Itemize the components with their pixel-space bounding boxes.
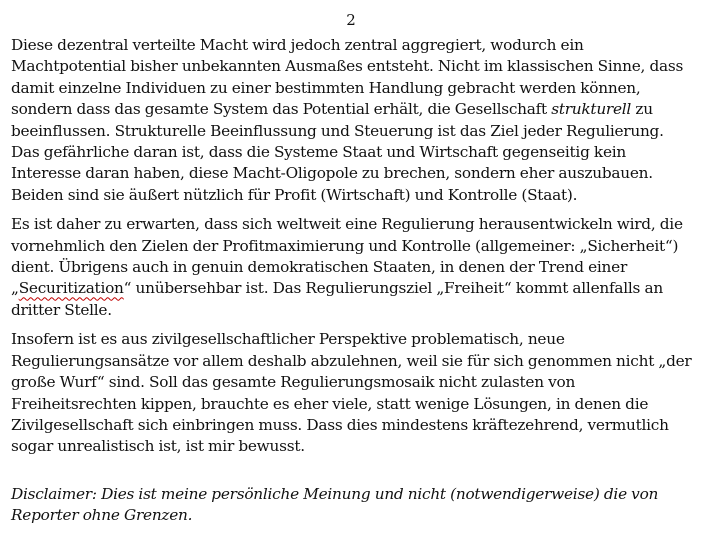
document-page: [11, 0, 695, 544]
disclaimer: Disclaimer: Dies ist meine persönliche Meinung und nicht (notwendigerweise) die von Reporter ohne Grenzen.: [11, 485, 659, 525]
paragraph-3: Insofern ist es aus zivilgesellschaftlicher Perspektive problematisch, neue Regulierungsansätze vor allem deshalb abzulehnen, weil sie für sich genommen nicht „der große Wurf“ sind. Soll das gesamte Regulierungsmosaik nicht zulasten von Freiheitsrechten kippen, brauchte es eher viele, statt wenige Lösungen, in denen die Zivilgesellschaft sich einbringen muss. Dass dies mindestens kräftezehrend, vermutlich sogar unrealistisch ist, ist mir bewusst.: [11, 330, 692, 456]
paragraph-1-text-b: zu beeinflussen. Strukturelle Beeinflussung und Steuerung ist das Ziel jeder Regulierung. Das gefährliche daran ist, dass die Systeme Staat und Wirtschaft gegenseitig kein Interesse daran haben, diese Macht-Oligopole zu brechen, sondern eher auszubauen. Beiden sind sie äußert nützlich für Profit (Wirtschaft) und Kontrolle (Staat).: [11, 100, 664, 204]
document-body: [11, 35, 695, 466]
paragraph-1-text-a: Diese dezentral verteilte Macht wird jedoch zentral aggregiert, wodurch ein Machtpotential bisher unbekannten Ausmaßes entsteht. Nicht im klassischen Sinne, dass damit einzelne Individuen zu einer bestimmten Handlung gebracht werden können, sondern dass das gesamte System das Potential erhält, die Gesellschaft: [11, 36, 684, 119]
paragraph-1: [11, 35, 695, 206]
paragraph-2: [11, 214, 695, 321]
page-number: 2: [346, 11, 356, 29]
spellcheck-flagged-word[interactable]: Securitization: [18, 279, 124, 298]
emphasized-word: strukturell: [551, 100, 632, 119]
paragraph-2-text-a: Es ist daher zu erwarten, dass sich weltweit eine Regulierung herausentwickeln wird, die vornehmlich den Zielen der Profitmaximierung und Kontrolle (allgemeiner: „Sicherheit“) dient. Übrigens auch in genuin demokratischen Staaten, in denen der Trend einer „: [11, 215, 683, 298]
paragraph-2-text-b: “ unübersehbar ist. Das Regulierungsziel „Freiheit“ kommt allenfalls an dritter Stelle.: [11, 279, 663, 319]
